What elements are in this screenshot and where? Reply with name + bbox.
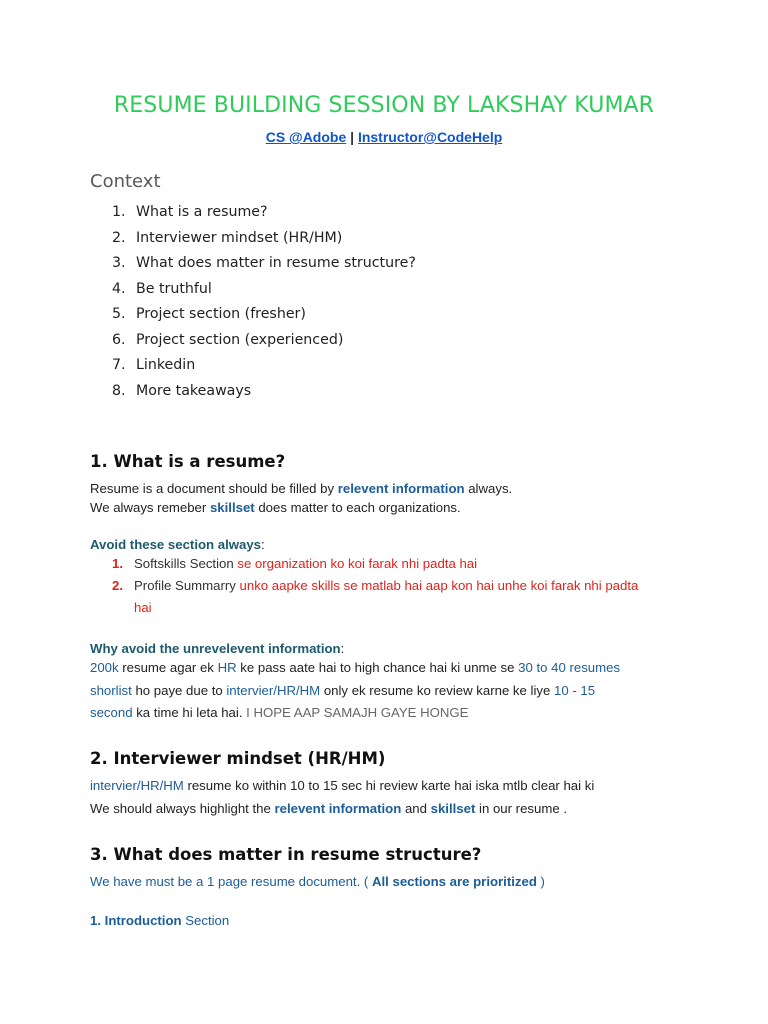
list-number: 7. (112, 357, 126, 373)
text: shorlist (90, 683, 132, 698)
list-text: Linkedin (136, 357, 196, 373)
section1-line1 (90, 481, 512, 496)
list-text: Project section (fresher) (136, 306, 306, 322)
text: I HOPE AAP SAMAJH GAYE HONGE (246, 705, 469, 720)
list-number: 1. (112, 204, 126, 220)
list-note: se organization ko koi farak nhi padta hai (237, 556, 478, 571)
list-item (112, 575, 638, 597)
text: 200k (90, 660, 119, 675)
section2-heading: 2. Interviewer mindset (HR/HM) (90, 749, 386, 768)
codehelp-link[interactable]: Instructor@CodeHelp (357, 129, 503, 145)
text: always. (464, 481, 513, 496)
section2-line2 (90, 801, 567, 816)
context-heading: Context (90, 171, 161, 192)
link-separator: | (346, 129, 358, 145)
why-heading-text: Why avoid the unrevelevent information (90, 641, 341, 656)
list-text: What is a resume? (136, 204, 268, 220)
context-list (112, 202, 416, 406)
text: We should always highlight the (90, 801, 275, 816)
text: Resume is a document should be filled by (90, 481, 338, 496)
colon: : (340, 641, 345, 656)
list-item (112, 330, 416, 356)
list-number: 3. (112, 255, 126, 271)
list-text: Project section (experienced) (136, 331, 344, 348)
list-item (112, 202, 416, 228)
avoid-heading (90, 537, 265, 552)
why-line2 (90, 683, 595, 698)
highlight-text: All sections are prioritized (371, 874, 537, 889)
list-item (112, 228, 416, 254)
section1-line2 (90, 500, 461, 515)
highlight-text: skillset (430, 801, 476, 816)
list-item (112, 304, 416, 330)
list-number: 5. (112, 306, 126, 322)
why-line1 (90, 660, 620, 675)
list-number: 1. (112, 556, 123, 571)
avoid-list (112, 553, 638, 619)
document-title: RESUME BUILDING SESSION BY LAKSHAY KUMAR (113, 93, 655, 118)
avoid-heading-text: Avoid these section always (90, 537, 262, 552)
highlight-text: relevent information (337, 481, 465, 496)
text: 1. Introduction (90, 913, 182, 928)
list-number: 2. (112, 229, 126, 246)
list-note: unko aapke skills se matlab hai aap kon hai unhe koi farak nhi padta (239, 578, 639, 593)
list-label: Softskills Section (134, 556, 238, 571)
section3-heading: 3. What does matter in resume structure? (90, 845, 482, 864)
text: resume ko within 10 to 15 sec hi review karte hai iska mtlb clear hai ki (183, 778, 595, 793)
text: ke pass aate hai to high chance hai ki unme se (236, 660, 519, 675)
list-item (112, 381, 416, 407)
text: 10 - 15 (553, 683, 596, 698)
list-item-continuation (112, 597, 638, 619)
author-links (0, 129, 768, 145)
text: only ek resume ko review karne ke liye (320, 683, 554, 698)
colon: : (261, 537, 265, 552)
text: 30 to 40 resumes (518, 660, 621, 675)
text: second (90, 705, 133, 720)
list-text: More takeaways (136, 382, 252, 399)
list-number: 4. (112, 280, 126, 297)
list-text: Be truthful (136, 280, 212, 297)
list-item (112, 355, 416, 381)
list-note-continued: hai (134, 600, 152, 615)
text: intervier/HR/HM (226, 683, 321, 698)
list-number: 2. (112, 578, 123, 593)
text: does matter to each organizations. (254, 500, 461, 515)
text: HR (217, 660, 237, 675)
list-number: 6. (112, 331, 126, 348)
section1-heading: 1. What is a resume? (90, 452, 286, 471)
section3-line1 (90, 874, 545, 889)
why-heading (90, 641, 344, 656)
text: We always remeber (90, 500, 210, 515)
list-text: Interviewer mindset (HR/HM) (136, 229, 343, 246)
highlight-text: skillset (209, 500, 255, 515)
text: and (401, 801, 431, 816)
text: ka time hi leta hai. (132, 705, 247, 720)
text: We have must be a 1 page resume document. ( (90, 874, 372, 889)
highlight-text: relevent information (274, 801, 402, 816)
adobe-link[interactable]: CS @Adobe (265, 129, 347, 145)
list-number: 8. (112, 382, 126, 399)
list-item (112, 279, 416, 305)
introduction-subheading (90, 913, 229, 928)
list-text: What does matter in resume structure? (136, 255, 416, 271)
text: intervier/HR/HM (90, 778, 184, 793)
list-item (112, 253, 416, 279)
text: Section (181, 913, 230, 928)
text: ho paye due to (131, 683, 227, 698)
text: ) (536, 874, 545, 889)
text: resume agar ek (118, 660, 218, 675)
list-label: Profile Summarry (134, 578, 240, 593)
section2-line1 (90, 778, 594, 793)
text: in our resume . (475, 801, 567, 816)
list-item (112, 553, 638, 575)
why-line3 (90, 705, 468, 720)
